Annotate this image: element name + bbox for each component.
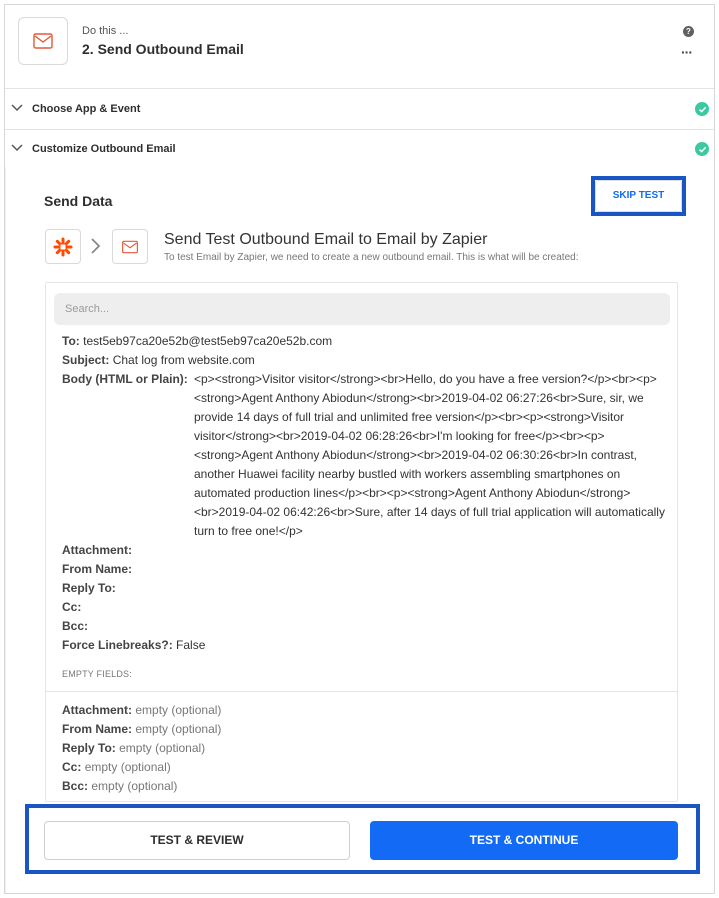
step-subtitle: Do this ...: [82, 25, 129, 37]
skip-test-highlight: [591, 176, 686, 216]
skip-test-button[interactable]: SKIP TEST: [595, 180, 682, 212]
empty-field: [62, 739, 205, 758]
send-data-area: [5, 167, 714, 893]
field-key: Attachment:: [62, 543, 133, 557]
send-data-title: Send Data: [44, 193, 113, 209]
field-to: [62, 332, 332, 351]
test-title: Send Test Outbound Email to Email by Zapier: [164, 231, 488, 248]
field-value: empty (optional): [84, 760, 171, 774]
field-key: Cc:: [62, 600, 82, 614]
section-label: Choose App & Event: [32, 103, 141, 115]
step-header: [5, 5, 714, 89]
test-review-button[interactable]: TEST & REVIEW: [44, 821, 350, 860]
field-key: Force Linebreaks?:: [62, 638, 173, 652]
field-key: Reply To:: [62, 581, 116, 595]
field-cc: [62, 598, 81, 617]
field-key: Bcc:: [62, 779, 89, 793]
divider: [46, 691, 678, 692]
field-value: empty (optional): [135, 722, 222, 736]
section-choose-app[interactable]: [5, 89, 714, 130]
empty-field: [62, 701, 221, 720]
search-input[interactable]: [54, 293, 670, 325]
email-icon: [32, 30, 54, 52]
section-customize[interactable]: [5, 129, 714, 170]
chevron-right-icon: [90, 237, 102, 255]
field-value: test5eb97ca20e52b@test5eb97ca20e52b.com: [83, 334, 333, 348]
field-bcc: [62, 617, 88, 636]
field-body-value: <p><strong>Visitor visitor</strong><br>Hello, do you have a free version?</p><br><p><strong>Agent Anthony Abiodun</strong><br>2019-04-02 06:27:26<br>Sure, sir, we provide 14 days of full trial and unlimited free version</p><br><p><strong>Visitor visitor</strong><br>2019-04-02 06:28:26<br>I'm looking for free</p><br><p><strong>Agent Anthony Abiodun</strong><br>2019-04-02 06:30:26<br>In contrast, another Huawei facility nearby bustled with workers assembling smartphones on automated production lines</p><br><p><strong>Agent Anthony Abiodun</strong><br>2019-04-02 06:42:26<br>Sure, after 14 days of full trial application will automatically turn to free one!</p>: [194, 372, 665, 538]
field-force-linebreaks: [62, 636, 205, 655]
field-from-name: [62, 560, 132, 579]
app-icon-tile: [18, 17, 68, 65]
field-attachment: [62, 541, 132, 560]
step-card: [4, 4, 715, 894]
field-subject: [62, 351, 255, 370]
empty-field: [62, 777, 177, 796]
field-key: From Name:: [62, 722, 133, 736]
empty-field: [62, 720, 221, 739]
field-body-key: Body (HTML or Plain):: [62, 372, 188, 386]
field-key: To:: [62, 334, 80, 348]
field-key: Cc:: [62, 760, 82, 774]
chevron-down-icon: [11, 103, 23, 113]
ellipsis-icon[interactable]: ···: [681, 44, 692, 60]
check-circle-icon: [695, 102, 709, 116]
field-key: Attachment:: [62, 703, 133, 717]
send-data-panel: [5, 167, 714, 893]
step-title: 2. Send Outbound Email: [82, 41, 244, 57]
test-description: To test Email by Zapier, we need to create a new outbound email. This is what will be created:: [164, 252, 579, 263]
field-value: empty (optional): [119, 741, 206, 755]
email-app-icon: [112, 229, 148, 264]
field-value: False: [176, 638, 206, 652]
footer-actions: [25, 804, 700, 874]
field-reply-to: [62, 579, 116, 598]
empty-fields-heading: EMPTY FIELDS:: [62, 669, 132, 679]
field-value: empty (optional): [135, 703, 222, 717]
email-icon: [121, 238, 139, 256]
question-circle-icon[interactable]: ?: [683, 26, 694, 37]
field-key: From Name:: [62, 562, 133, 576]
section-label: Customize Outbound Email: [32, 143, 176, 155]
check-circle-icon: [695, 142, 709, 156]
field-key: Subject:: [62, 353, 110, 367]
field-key: Reply To:: [62, 741, 116, 755]
zapier-logo-icon: [45, 229, 81, 264]
field-value: empty (optional): [91, 779, 178, 793]
test-continue-button[interactable]: TEST & CONTINUE: [370, 821, 678, 860]
field-value: Chat log from website.com: [112, 353, 255, 367]
test-data-box: [45, 282, 678, 802]
chevron-down-icon: [11, 143, 23, 153]
empty-field: [62, 758, 171, 777]
field-key: Bcc:: [62, 619, 89, 633]
